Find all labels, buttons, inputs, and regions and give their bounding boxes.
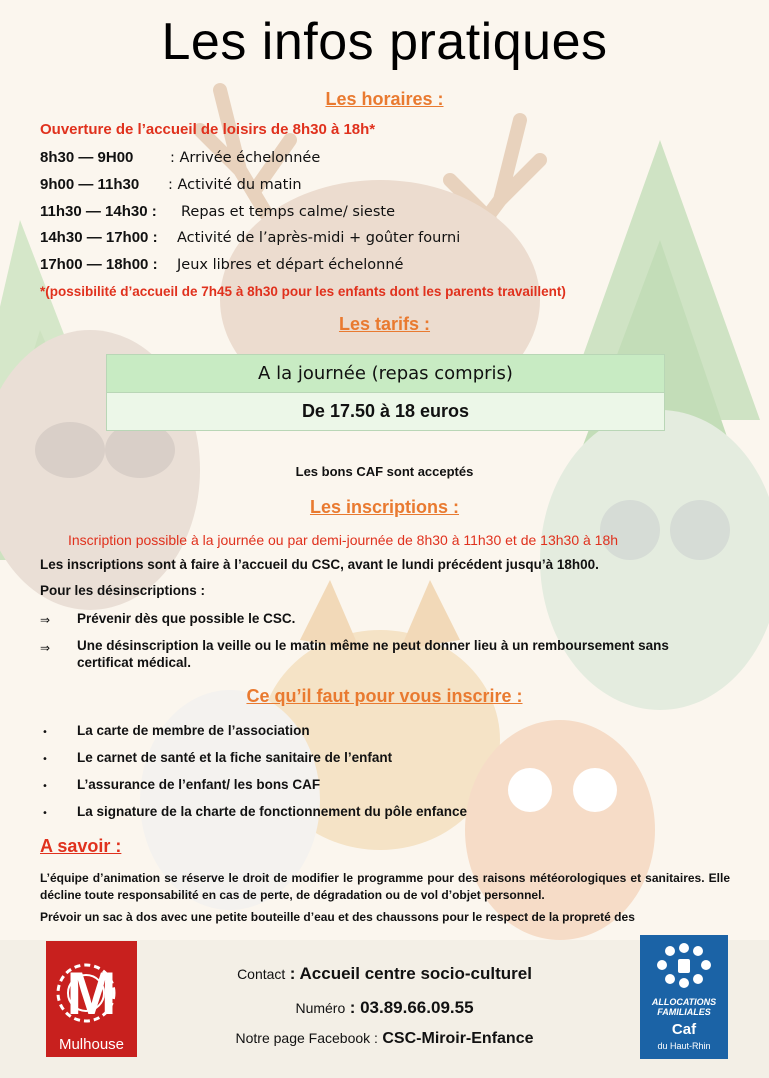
schedule-row xyxy=(40,229,460,246)
bullet-icon: • xyxy=(42,781,48,792)
requirement-item: La carte de membre de l’association xyxy=(77,723,310,738)
mulhouse-letter: M xyxy=(66,960,117,1027)
inscription-place: Les inscriptions sont à faire à l’accueil du CSC, avant le lundi précédent jusqu’à 18h00. xyxy=(40,557,599,572)
savoir-paragraph: Prévoir un sac à dos avec une petite bouteille d’eau et des chaussons pour le respect de la propreté des xyxy=(40,910,635,924)
pricing-table xyxy=(106,354,665,431)
requirement-item: L’assurance de l’enfant/ les bons CAF xyxy=(77,777,321,792)
phone-value[interactable]: : 03.89.66.09.55 xyxy=(349,998,474,1017)
requirement-item: La signature de la charte de fonctionnement du pôle enfance xyxy=(77,804,468,819)
opening-hours: Ouverture de l’accueil de loisirs de 8h30 à 18h* xyxy=(40,121,376,138)
desinscription-item: Une désinscription la veille ou le matin même ne peut donner lieu à un remboursement sans certificat médical. xyxy=(77,638,669,670)
schedule-time: 11h30 — 14h30 : xyxy=(40,203,157,220)
caf-text xyxy=(640,997,728,1017)
pricing-header: A la journée (repas compris) xyxy=(106,354,665,393)
page-title: Les infos pratiques xyxy=(161,13,608,71)
requirement-item: Le carnet de santé et la fiche sanitaire de l’enfant xyxy=(77,750,393,765)
arrow-icon: ⇒ xyxy=(40,613,51,627)
bullet-icon: • xyxy=(42,727,48,738)
caf-line1: ALLOCATIONS xyxy=(651,997,717,1007)
caf-line2: FAMILIALES xyxy=(657,1007,711,1017)
schedule-time: 8h30 — 9H00 xyxy=(40,149,134,166)
contact-label: Contact xyxy=(237,966,286,982)
schedule-label: : Activité du matin xyxy=(168,177,302,193)
mulhouse-name: Mulhouse xyxy=(58,1036,125,1053)
bullet-icon: • xyxy=(42,754,48,765)
schedule-label: : Arrivée échelonnée xyxy=(170,150,321,166)
schedule-label: Jeux libres et départ échelonné xyxy=(177,257,404,273)
schedule-label: Repas et temps calme/ sieste xyxy=(181,204,396,220)
schedule-time: 17h00 — 18h00 : xyxy=(40,256,158,273)
caf-accepted: Les bons CAF sont acceptés xyxy=(295,464,474,479)
section-inscrire-title: Ce qu’il faut pour vous inscrire : xyxy=(246,686,523,706)
schedule-time: 9h00 — 11h30 xyxy=(40,176,140,193)
schedule-row xyxy=(40,149,320,166)
family-icon xyxy=(640,939,728,999)
schedule-time: 14h30 — 17h00 : xyxy=(40,229,158,246)
caf-logo[interactable] xyxy=(640,935,728,1059)
schedule-row xyxy=(40,176,302,193)
schedule-row xyxy=(40,203,395,220)
caf-name: Caf xyxy=(671,1021,697,1038)
facebook-value[interactable]: CSC-Miroir-Enfance xyxy=(382,1030,534,1047)
pricing-value: De 17.50 à 18 euros xyxy=(106,393,665,431)
section-tarifs-title: Les tarifs : xyxy=(338,314,431,334)
desinscription-heading: Pour les désinscriptions : xyxy=(40,583,206,598)
inscription-possible: Inscription possible à la journée ou par demi-journée de 8h30 à 11h30 et de 13h30 à 18h xyxy=(68,532,619,548)
arrow-icon: ⇒ xyxy=(40,641,51,655)
early-care-note: *(possibilité d’accueil de 7h45 à 8h30 pour les enfants dont les parents travaillent) xyxy=(40,284,566,299)
savoir-paragraph: L’équipe d’animation se réserve le droit de modifier le programme pour des raisons météorologiques et sanitaires. Elle décline toute responsabilité en cas de perte, de dégradation ou de vol d’objet personnel. xyxy=(40,871,730,902)
section-inscriptions-title: Les inscriptions : xyxy=(309,497,460,517)
schedule-label: Activité de l’après-midi + goûter fourni xyxy=(177,230,461,246)
bullet-icon: • xyxy=(42,808,48,819)
facebook-label: Notre page Facebook : xyxy=(235,1030,378,1046)
contact-value: : Accueil centre socio-culturel xyxy=(289,964,532,983)
schedule-row xyxy=(40,256,403,273)
phone-label: Numéro xyxy=(295,1000,346,1016)
section-savoir-title: A savoir : xyxy=(40,836,122,856)
caf-region: du Haut-Rhin xyxy=(657,1041,711,1051)
desinscription-item: Prévenir dès que possible le CSC. xyxy=(77,611,296,626)
section-horaires-title: Les horaires : xyxy=(325,89,444,109)
